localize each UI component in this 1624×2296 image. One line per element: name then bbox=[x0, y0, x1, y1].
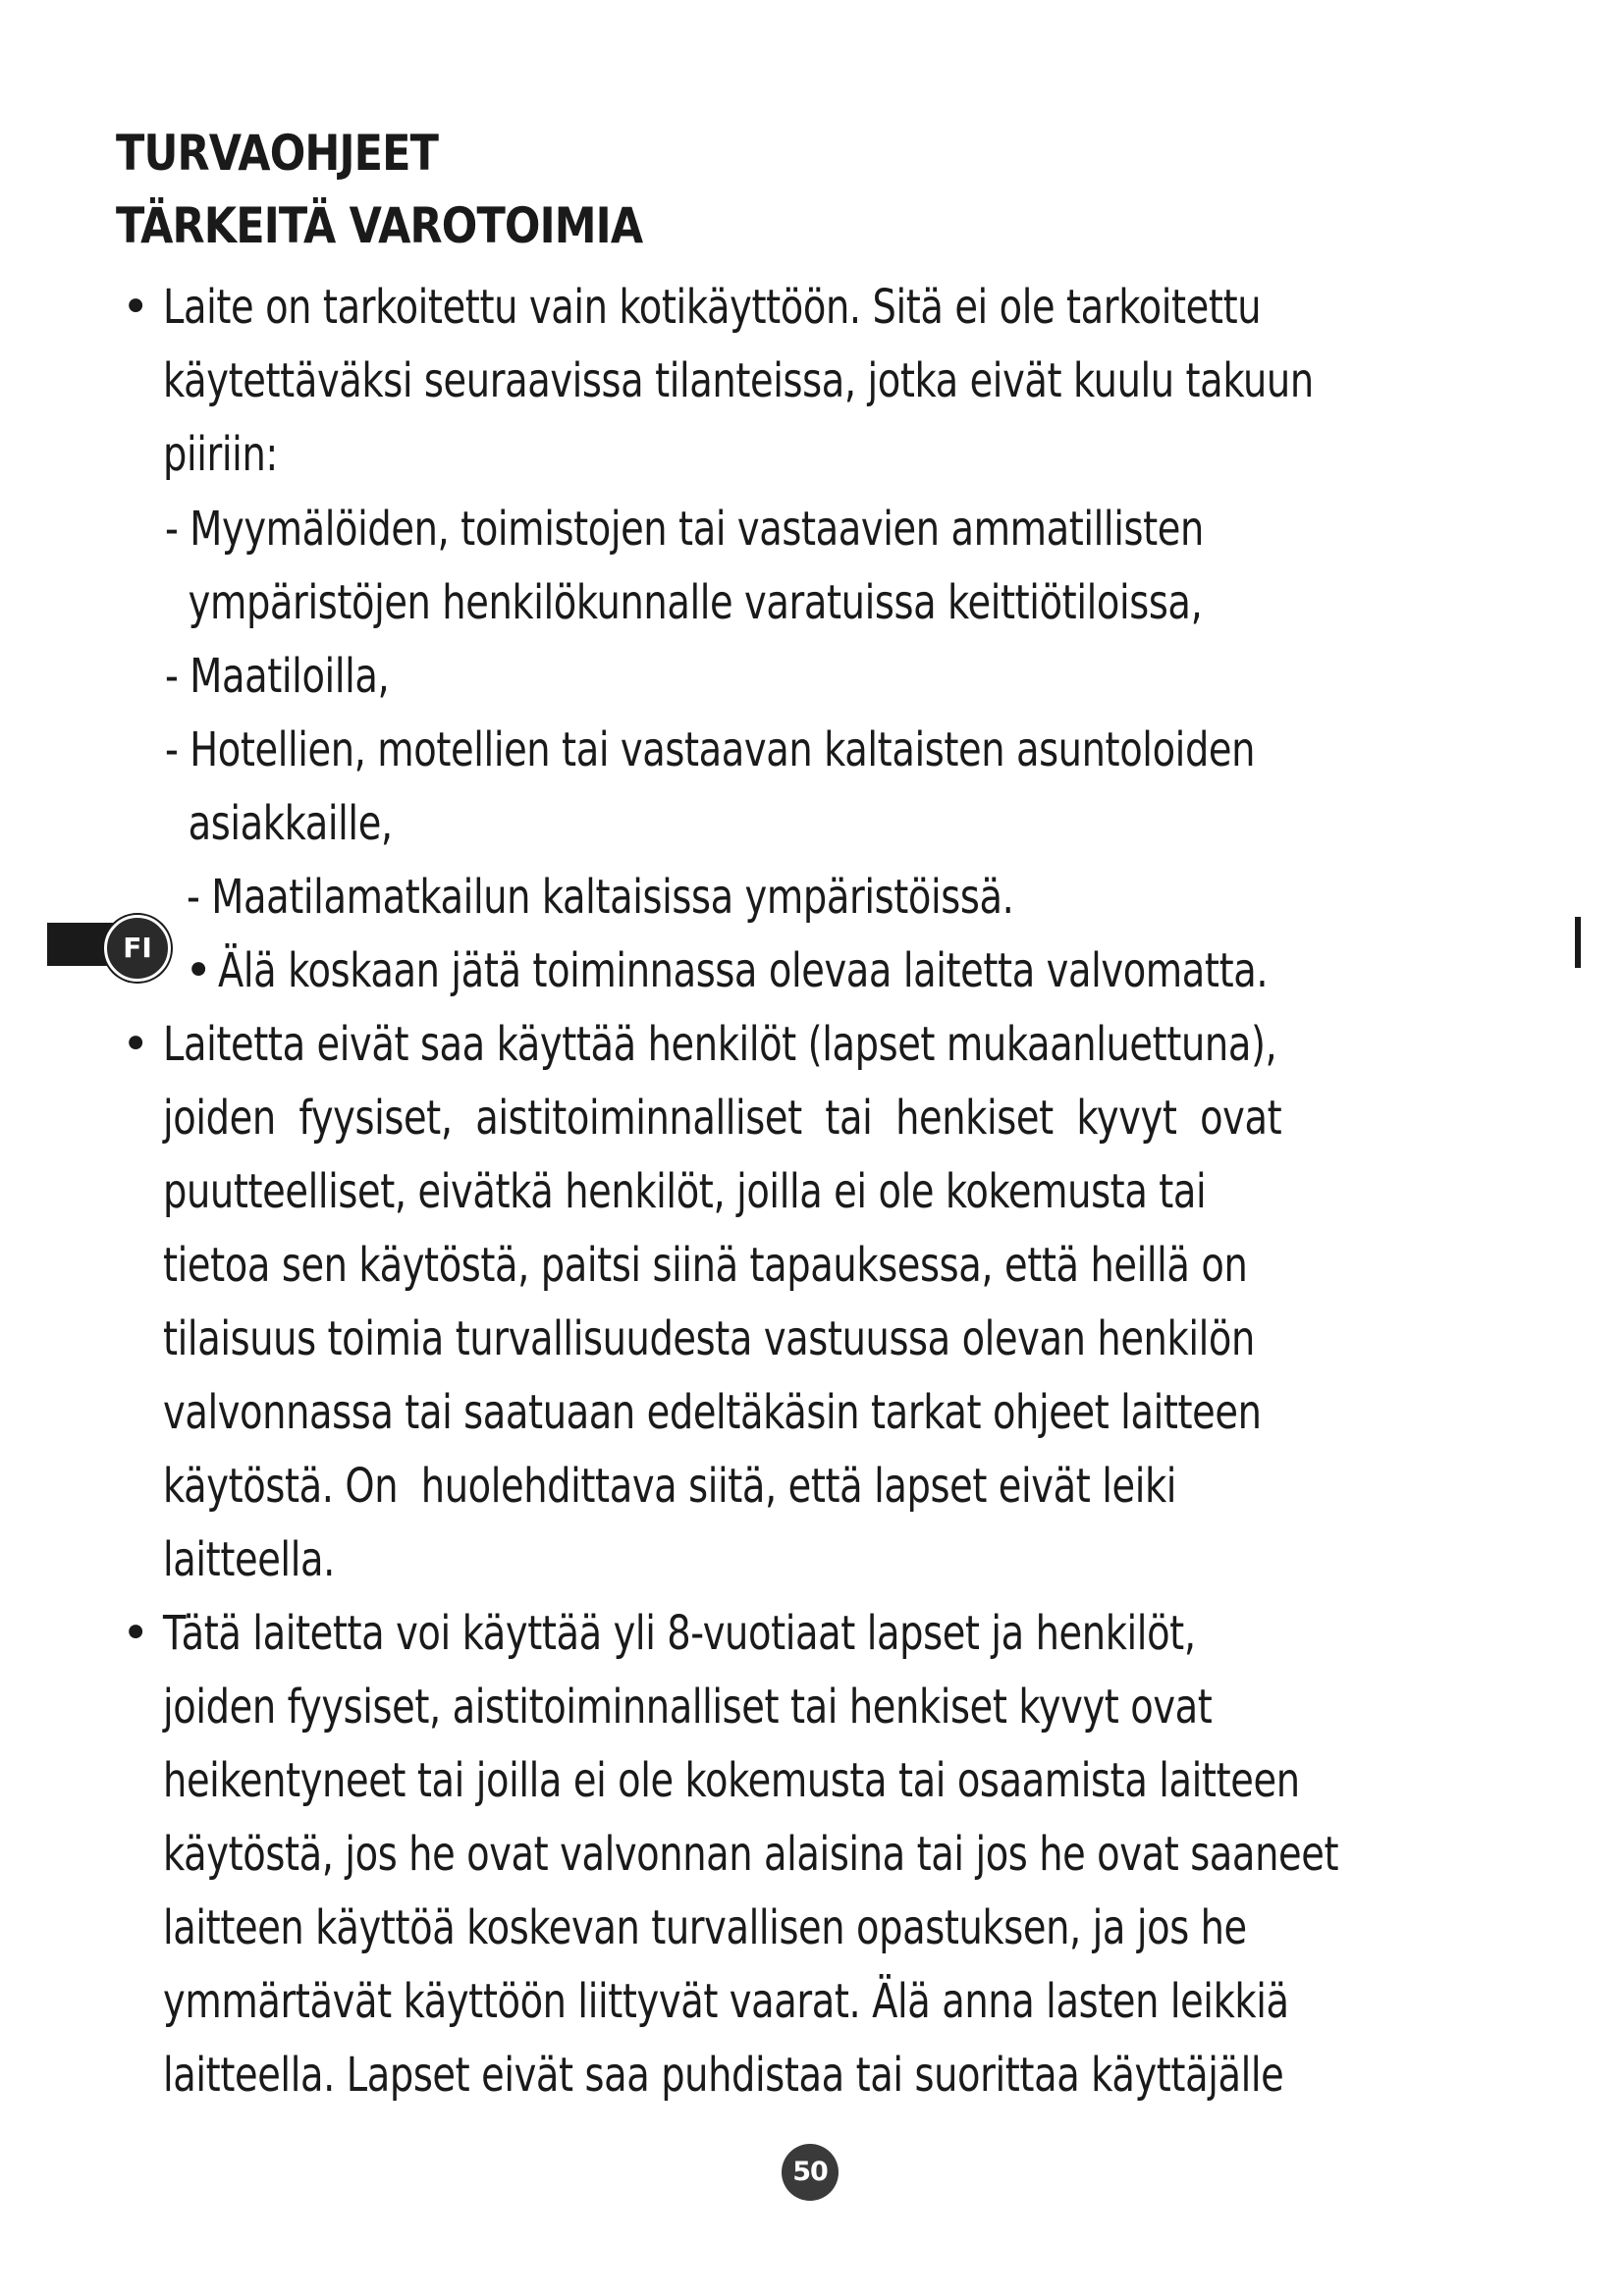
text-line: joiden fyysiset, aistitoiminnalliset tai henkiset kyvyt ovat bbox=[163, 1091, 1282, 1146]
bullet-item-home-use bbox=[163, 271, 1314, 492]
text-line: laitteella. Lapset eivät saa puhdistaa tai suorittaa käyttäjälle bbox=[163, 2048, 1284, 2103]
text-line: käytöstä. On huolehdittava siitä, että lapset eivät leiki bbox=[163, 1459, 1177, 1514]
section-heading: TÄRKEITÄ VAROTOIMIA bbox=[116, 197, 643, 254]
sub-item-farms bbox=[165, 640, 389, 714]
text-line: - Myymälöiden, toimistojen tai vastaavien ammatillisten bbox=[165, 502, 1204, 557]
margin-bar bbox=[1575, 917, 1581, 968]
sub-item-hotels bbox=[165, 714, 1255, 861]
bullet-item-restricted-persons bbox=[163, 1008, 1281, 1597]
text-line: Tätä laitetta voi käyttää yli 8-vuotiaat lapset ja henkilöt, bbox=[163, 1606, 1196, 1661]
text-line: laitteen käyttöä koskevan turvallisen opastuksen, ja jos he bbox=[163, 1900, 1247, 1955]
text-line: ympäristöjen henkilökunnalle varatuissa keittiötiloissa, bbox=[165, 575, 1203, 630]
text-line: tilaisuus toimia turvallisuudesta vastuussa olevan henkilön bbox=[163, 1311, 1255, 1366]
bullet-marker: • bbox=[122, 1606, 150, 1661]
text-line: - Maatiloilla, bbox=[165, 649, 390, 704]
language-badge: FI bbox=[104, 915, 171, 982]
text-line: piiriin: bbox=[163, 427, 278, 482]
text-line: käytöstä, jos he ovat valvonnan alaisina tai jos he ovat saaneet bbox=[163, 1827, 1339, 1882]
text-line: laitteella. bbox=[163, 1532, 335, 1587]
text-line: puutteelliset, eivätkä henkilöt, joilla ei ole kokemusta tai bbox=[163, 1164, 1207, 1219]
text-line: heikentyneet tai joilla ei ole kokemusta tai osaamista laitteen bbox=[163, 1753, 1300, 1808]
text-line: asiakkaille, bbox=[165, 796, 393, 851]
text-line: Laitetta eivät saa käyttää henkilöt (lapset mukaanluettuna), bbox=[163, 1017, 1277, 1072]
text-line: - Hotellien, motellien tai vastaavan kaltaisten asuntoloiden bbox=[165, 722, 1256, 777]
page-number: 50 bbox=[782, 2144, 839, 2201]
text-line: käytettäväksi seuraavissa tilanteissa, jotka eivät kuulu takuun bbox=[163, 353, 1314, 408]
text-line: joiden fyysiset, aistitoiminnalliset tai henkiset kyvyt ovat bbox=[163, 1680, 1213, 1735]
text-line: Laite on tarkoitettu vain kotikäyttöön. Sitä ei ole tarkoitettu bbox=[163, 280, 1262, 335]
text-line: tietoa sen käytöstä, paitsi siinä tapauksessa, että heillä on bbox=[163, 1238, 1248, 1293]
bullet-item-unattended bbox=[218, 934, 1268, 1008]
sub-item-shops-offices bbox=[165, 493, 1204, 640]
sub-item-farm-tourism bbox=[187, 861, 1013, 934]
bullet-marker: • bbox=[122, 280, 150, 335]
text-line: valvonnassa tai saatuaan edeltäkäsin tarkat ohjeet laitteen bbox=[163, 1385, 1262, 1440]
bullet-item-children-8-years bbox=[163, 1597, 1338, 2112]
text-line: ymmärtävät käyttöön liittyvät vaarat. Älä anna lasten leikkiä bbox=[163, 1974, 1289, 2029]
text-line: - Maatilamatkailun kaltaisissa ympäristöissä. bbox=[187, 870, 1014, 925]
text-line: Älä koskaan jätä toiminnassa olevaa laitetta valvomatta. bbox=[218, 943, 1269, 998]
page-title: TURVAOHJEET bbox=[116, 125, 439, 182]
bullet-marker: • bbox=[122, 1017, 150, 1072]
bullet-marker: • bbox=[185, 943, 213, 998]
